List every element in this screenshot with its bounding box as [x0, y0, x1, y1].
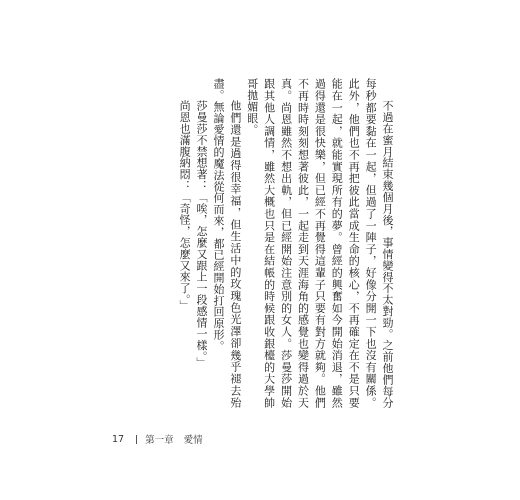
chapter-title: 愛情: [183, 435, 203, 446]
paragraph: 不過在蜜月結束幾個月後，事情變得不太對勁。之前他們每分每秒都要黏在一起，但過了一陣子，好像分開一下也沒有關係。此外，他們也不再把彼此當成生命的核心，不再確定在不是只要能在一起，就能實現所有的夢。曾經的興奮如今開始消退，雖然過得還是很快樂，但已經不再覺得這輩子只要有對方就夠。他們不再時時刻刻想著彼此，一起走到天涯海角的感覺也變得過於天真。尚恩雖然不想出軌，但已經開始注意別的女人。莎曼莎開始跟其他人調情，雖然大概也只是在結帳的時候跟收銀檯的大學帥哥拋媚眼。: [245, 78, 394, 408]
body-text: [160, 78, 395, 408]
paragraph: 他們還是過得很幸福，但生活中的玫瑰色光澤卻幾乎褪去殆盡。無論愛情的魔法從何而來，都已經開始打回原形。: [211, 78, 242, 408]
footer-divider: [136, 435, 137, 444]
chapter-label: 第一章: [145, 435, 174, 446]
paragraph: 尚恩也滿腹納悶：「奇怪，怎麼又來了。」: [178, 100, 192, 312]
page-footer: [112, 432, 203, 446]
paragraph: 莎曼莎不禁想著：「唉，怎麼又跟上一段感情一樣。」: [195, 100, 209, 369]
page-number: 17: [112, 433, 125, 445]
